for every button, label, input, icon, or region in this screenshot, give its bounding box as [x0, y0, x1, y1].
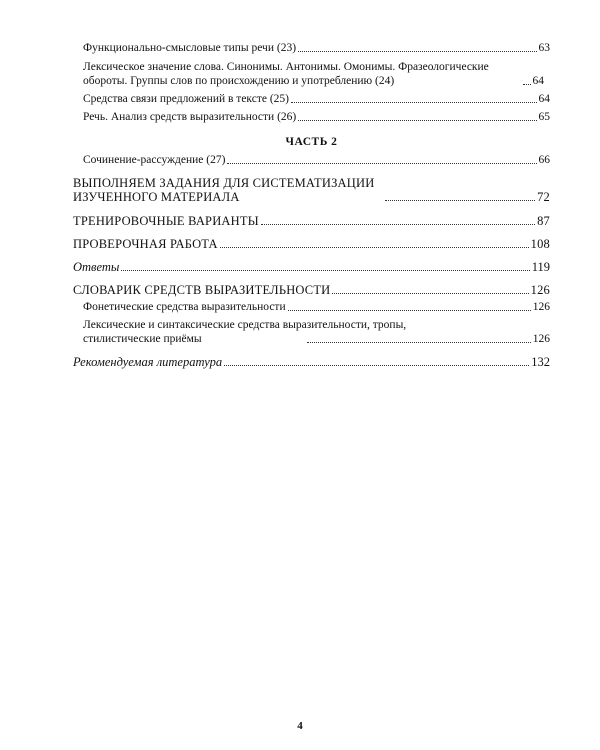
toc-entry-lexical-meaning	[73, 60, 544, 88]
toc-entry-text-types	[73, 41, 550, 55]
toc-section-page: 108	[530, 237, 550, 251]
toc-entry-sentence-links	[73, 92, 550, 106]
toc-entry-lexical-syntactic-line	[73, 332, 550, 346]
dot-leader	[227, 163, 536, 164]
toc-entry-title: Фонетические средства выразительности	[83, 301, 286, 313]
dot-leader	[298, 51, 536, 52]
toc-section-title: СЛОВАРИК СРЕДСТВ ВЫРАЗИТЕЛЬНОСТИ	[73, 283, 331, 297]
toc-section-page: 72	[537, 190, 550, 204]
toc-entry-essay	[73, 153, 550, 167]
dot-leader	[261, 224, 535, 225]
table-of-contents	[73, 41, 550, 369]
dot-leader	[385, 200, 535, 201]
toc-section-glossary	[73, 283, 550, 297]
toc-entry-title: Средства связи предложений в тексте (25)	[83, 93, 290, 105]
toc-section-title: ВЫПОЛНЯЕМ ЗАДАНИЯ ДЛЯ СИСТЕМАТИЗАЦИИ ИЗУЧЕННОГО МАТЕРИАЛА	[73, 176, 375, 204]
dot-leader	[291, 102, 536, 103]
dot-leader	[224, 365, 529, 366]
part-2-heading: ЧАСТЬ 2	[285, 136, 338, 148]
dot-leader	[307, 342, 531, 343]
toc-section-answers	[73, 260, 550, 274]
toc-section-page: 132	[531, 355, 550, 369]
dot-leader	[332, 293, 528, 294]
toc-entry-page: 64	[538, 93, 550, 105]
toc-entry-page: 65	[538, 111, 550, 123]
toc-entry-page: 126	[532, 301, 550, 313]
toc-section-title: Ответы	[73, 260, 120, 274]
dot-leader	[220, 247, 529, 248]
toc-entry-page: 126	[532, 333, 550, 345]
toc-section-test	[73, 237, 550, 251]
toc-entry-page: 63	[538, 42, 550, 54]
toc-section-page: 119	[531, 260, 550, 274]
dot-leader	[288, 310, 531, 311]
toc-section-title: ПРОВЕРОЧНАЯ РАБОТА	[73, 237, 218, 251]
dot-leader	[298, 120, 536, 121]
dot-leader	[523, 84, 531, 85]
toc-section-page: 126	[530, 283, 550, 297]
toc-entry-page: 66	[538, 154, 550, 166]
toc-entry-title: Речь. Анализ средств выразительности (26)	[83, 111, 297, 123]
toc-entry-phonetic	[73, 300, 550, 314]
toc-section-training	[73, 214, 550, 228]
toc-entry-title: Функционально-смысловые типы речи (23)	[83, 42, 297, 54]
toc-section-title: Рекомендуемая литература	[73, 355, 223, 369]
toc-entry-title: Сочинение-рассуждение (27)	[83, 154, 226, 166]
toc-entry-page: 64	[532, 75, 544, 87]
toc-entry-title: Лексические и синтаксические средства выразительности, тропы, стилистические приёмы	[83, 319, 407, 345]
toc-section-page: 87	[537, 214, 550, 228]
page-number: 4	[297, 720, 303, 732]
toc-section-literature	[73, 355, 550, 369]
dot-leader	[121, 270, 529, 271]
toc-entry-title: Лексическое значение слова. Синонимы. Антонимы. Омонимы. Фразеологические обороты. Группы слов по происхождению и употреблению (24)	[83, 61, 489, 87]
toc-section-systematization-line	[73, 190, 550, 204]
toc-entry-speech-analysis	[73, 110, 550, 124]
toc-section-title: ТРЕНИРОВОЧНЫЕ ВАРИАНТЫ	[73, 214, 259, 228]
